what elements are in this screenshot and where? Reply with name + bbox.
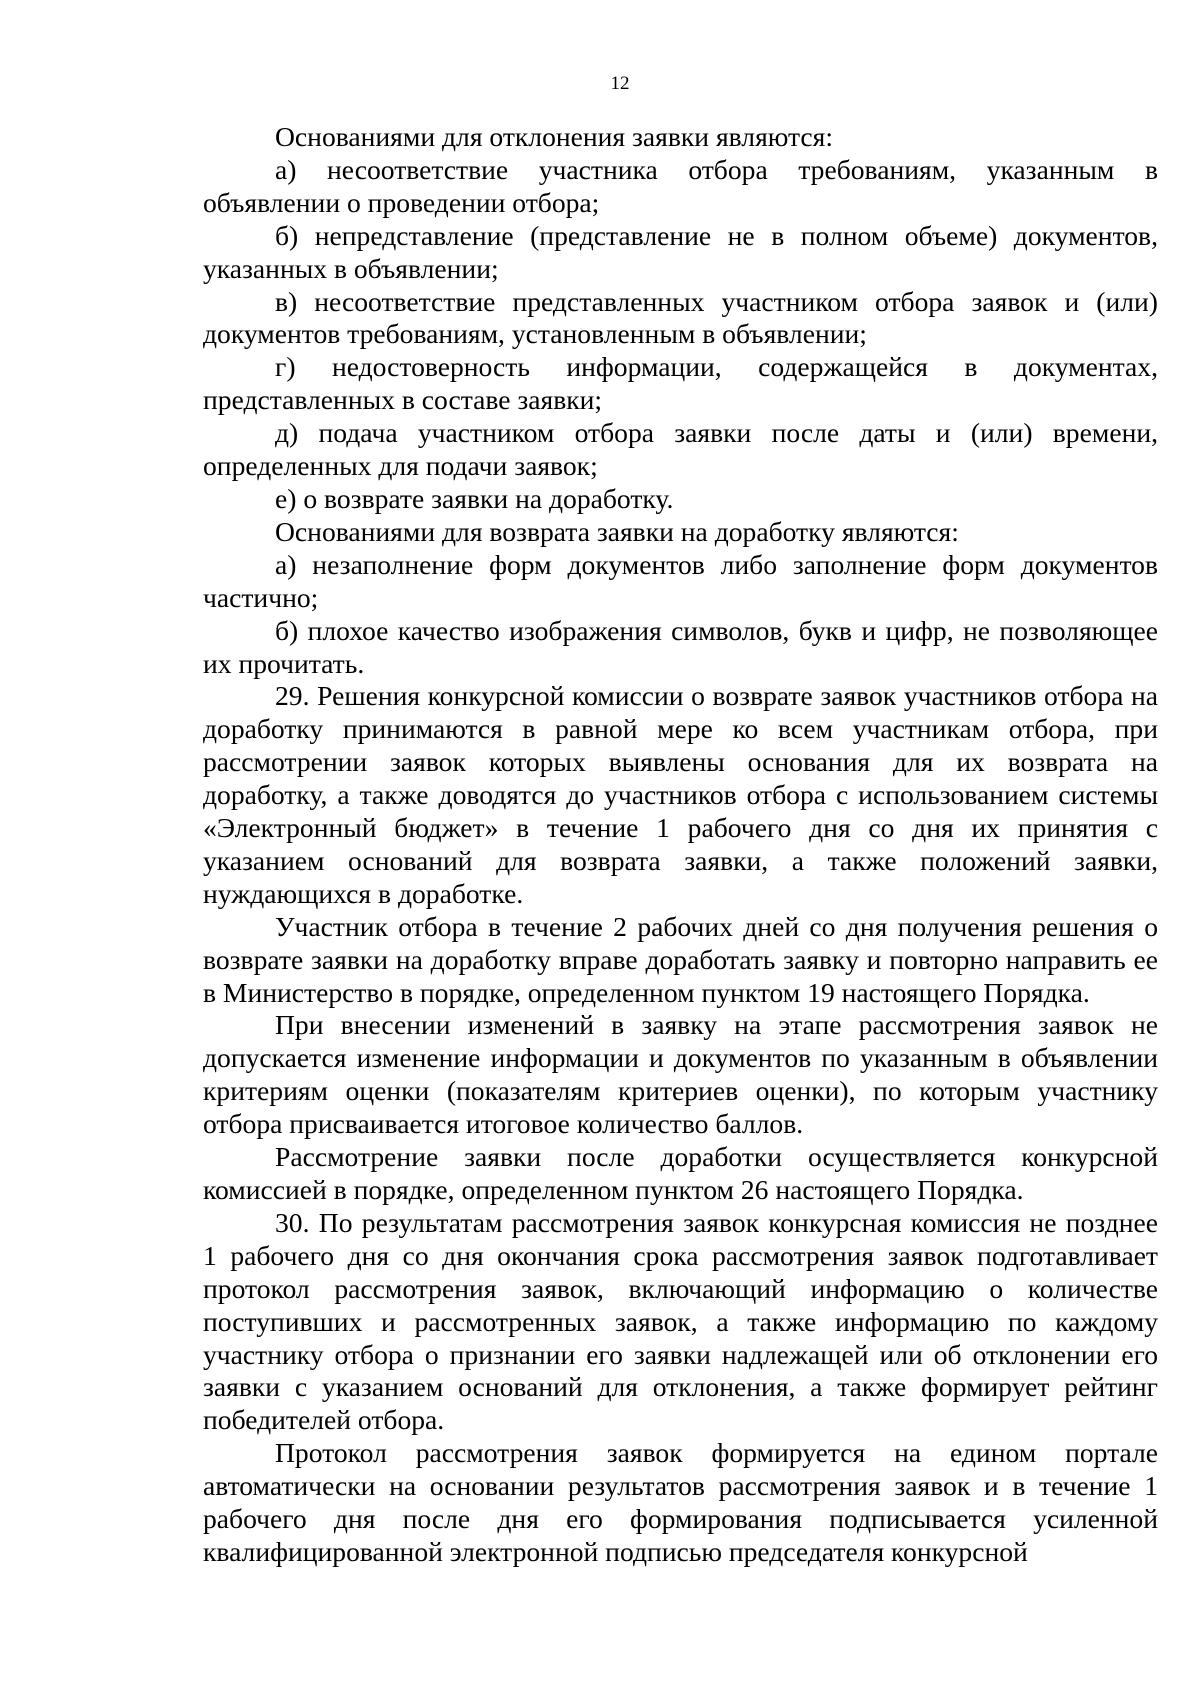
paragraph: Рассмотрение заявки после доработки осуществляется конкурсной комиссией в порядке, определенном пунктом 26 настоящего Порядка. <box>203 1141 1158 1205</box>
paragraph: г) недостоверность информации, содержащейся в документах, представленных в составе заявки; <box>203 351 1158 416</box>
paragraph: а) несоответствие участника отбора требованиям, указанным в объявлении о проведении отбора; <box>203 153 1158 218</box>
page-number: 12 <box>610 73 630 94</box>
paragraph: Основаниями для возврата заявки на доработку являются: <box>275 515 959 547</box>
paragraph: д) подача участником отбора заявки после даты и (или) времени, определенных для подачи заявок; <box>203 417 1158 482</box>
paragraph: Протокол рассмотрения заявок формируется на едином портале автоматически на основании результатов рассмотрения заявок и в течение 1 рабочего дня после дня его формирования подписывается усиленной квалифицированной электронной подписью председателя конкурсной <box>203 1437 1158 1567</box>
paragraph: б) плохое качество изображения символов, букв и цифр, не позволяющее их прочитать. <box>203 614 1158 679</box>
paragraph: в) несоответствие представленных участником отбора заявок и (или) документов требованиям, установленным в объявлении; <box>203 285 1158 350</box>
paragraph: 30. По результатам рассмотрения заявок конкурсная комиссия не позднее 1 рабочего дня со дня окончания срока рассмотрения заявок подготавливает протокол рассмотрения заявок, включающий информацию о количестве поступивших и рассмотренных заявок, а также информацию по каждому участнику отбора о признании его заявки надлежащей или об отклонении его заявки с указанием оснований для отклонения, а также формирует рейтинг победителей отбора. <box>203 1206 1158 1436</box>
paragraph: а) незаполнение форм документов либо заполнение форм документов частично; <box>203 548 1158 613</box>
paragraph: 29. Решения конкурсной комиссии о возврате заявок участников отбора на доработку принимаются в равной мере ко всем участникам отбора, при рассмотрении заявок которых выявлены основания для их возврата на доработку, а также доводятся до участников отбора с использованием системы «Электронный бюджет» в течение 1 рабочего дня со дня их принятия с указанием оснований для возврата заявки, а также положений заявки, нуждающихся в доработке. <box>203 680 1158 909</box>
document-body <box>203 121 1158 1569</box>
paragraph: Основаниями для отклонения заявки являются: <box>275 121 834 152</box>
paragraph: Участник отбора в течение 2 рабочих дней со дня получения решения о возврате заявки на доработку вправе доработать заявку и повторно направить ее в Министерство в порядке, определенном пунктом 19 настоящего Порядка. <box>203 910 1158 1008</box>
paragraph: При внесении изменений в заявку на этапе рассмотрения заявок не допускается изменение информации и документов по указанным в объявлении критериям оценки (показателям критериев оценки), по которым участнику отбора присваивается итоговое количество баллов. <box>203 1009 1158 1140</box>
paragraph: е) о возврате заявки на доработку. <box>275 482 674 514</box>
paragraph: б) непредставление (представление не в полном объеме) документов, указанных в объявлении; <box>203 219 1158 284</box>
